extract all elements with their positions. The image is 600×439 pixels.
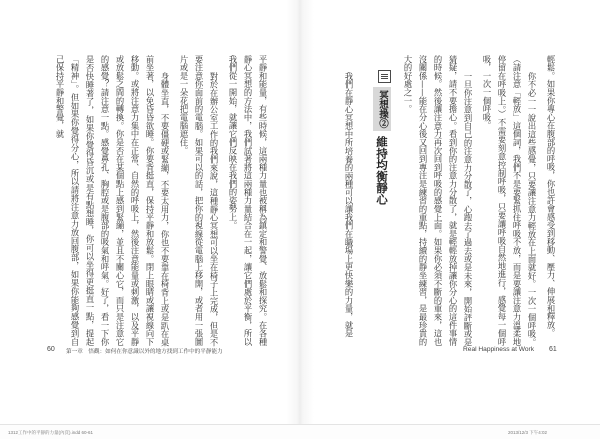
slug-filename: 1312工作中的平靜的力量(內頁).indd 60-61 (8, 430, 94, 435)
section-label: 冥想操② (373, 87, 391, 131)
paragraph: 身體坐直，不要僵硬或緊繃，不要太用力，你也不要靠在椅背上或是趴在桌前坐著，以免昏昏欲睡。你要背挺直，保持平靜和放鬆。閉上眼睛或讓視線向下移動。或將注意力集中在正常、自然的呼吸上，然後注意能量或刺激，以及平靜或放鬆之間的轉換。你是否在某個點上感到緊繃，並且不關心它，而只是注意它的感覺？請注意一點。感覺鼻孔、胸腔或是腹部的吸氣和呼氣。好了，看一下你是否快睡著了，如果你覺得昏沉或是有點想睡，你可以坐得更挺直一點，提起「精神」。但如果你覺得分心，所以請將注意力放回腹部，如果你能夠感覺到自己保持平靜和警覺，就 (55, 55, 170, 346)
paragraph: 一旦你注意到自己的注意力分散了，心跑去了過去或是未來，開始評斷或是猜疑，請不要擔心。看到你的注意力分散了，就是輕輕放掉讓你分心的這件事情的時候。然後讓注意力再次回到呼吸的感覺上面。如果你必須不斷的重來，這也沒關係——能在分心後又回到專注是練習的重點，持續的靜坐練習，是最珍貴的大的好處之一。 (403, 55, 473, 346)
right-running-head: Real Happiness at Work (463, 346, 534, 353)
paragraph: 平靜和能量，有些時候，這兩種力量也被稱為鎮定和警覺、放鬆和探究。在各種靜心冥想的方法中，我們試著將這兩種力量結合在一起，讓它們處於平衡，所以我們從一開始，就讓它們反映在我們的姿勢上。 (228, 55, 268, 346)
paragraph: 輕鬆。如果你專心在腹部的呼吸，你也許會感受到移動、壓力、伸展和釋放。 (546, 55, 556, 338)
trim-line (0, 424, 600, 425)
slug-date: 2013/12/3 下午4:02 (508, 430, 548, 435)
left-running-head: 第一章 悟觀：如何在你意識以外的地方找到工作中的平靜能力 (66, 349, 223, 355)
section-title: 維持均衡靜心 (375, 136, 389, 205)
left-page-text (52, 55, 270, 346)
paragraph: 對於在辦公室工作的我們來說，這種靜心冥想可以坐在椅子上完成，但是不要注意你面前的電腦。如果可以的話，把你的視線從電腦上移開，或者用一張圖片或是一朵花把電腦遮住。 (179, 55, 219, 346)
paragraph: 我們在靜心冥想中所培養的兩種可以讓我們在職場上更快樂的力量，就是 (344, 71, 354, 338)
notebook-icon (378, 70, 391, 83)
right-page-text (316, 55, 558, 346)
right-page-number: 61 (549, 346, 557, 353)
gutter-shadow (286, 0, 314, 424)
paragraph: 你不必一一說出這些感覺，只要讓注意力輕放在上面就好。一次一個呼吸。（請注意「輕放」這個詞，我們不是要緊抓住呼吸不放，而是要讓注意力溫柔地停留在呼吸上。）不需要刻意控制呼吸，只要讓呼吸自然地進行，感覺每一個呼吸，一次一個呼吸。 (482, 55, 537, 346)
left-page-number: 60 (47, 346, 55, 353)
section-heading (372, 55, 392, 346)
